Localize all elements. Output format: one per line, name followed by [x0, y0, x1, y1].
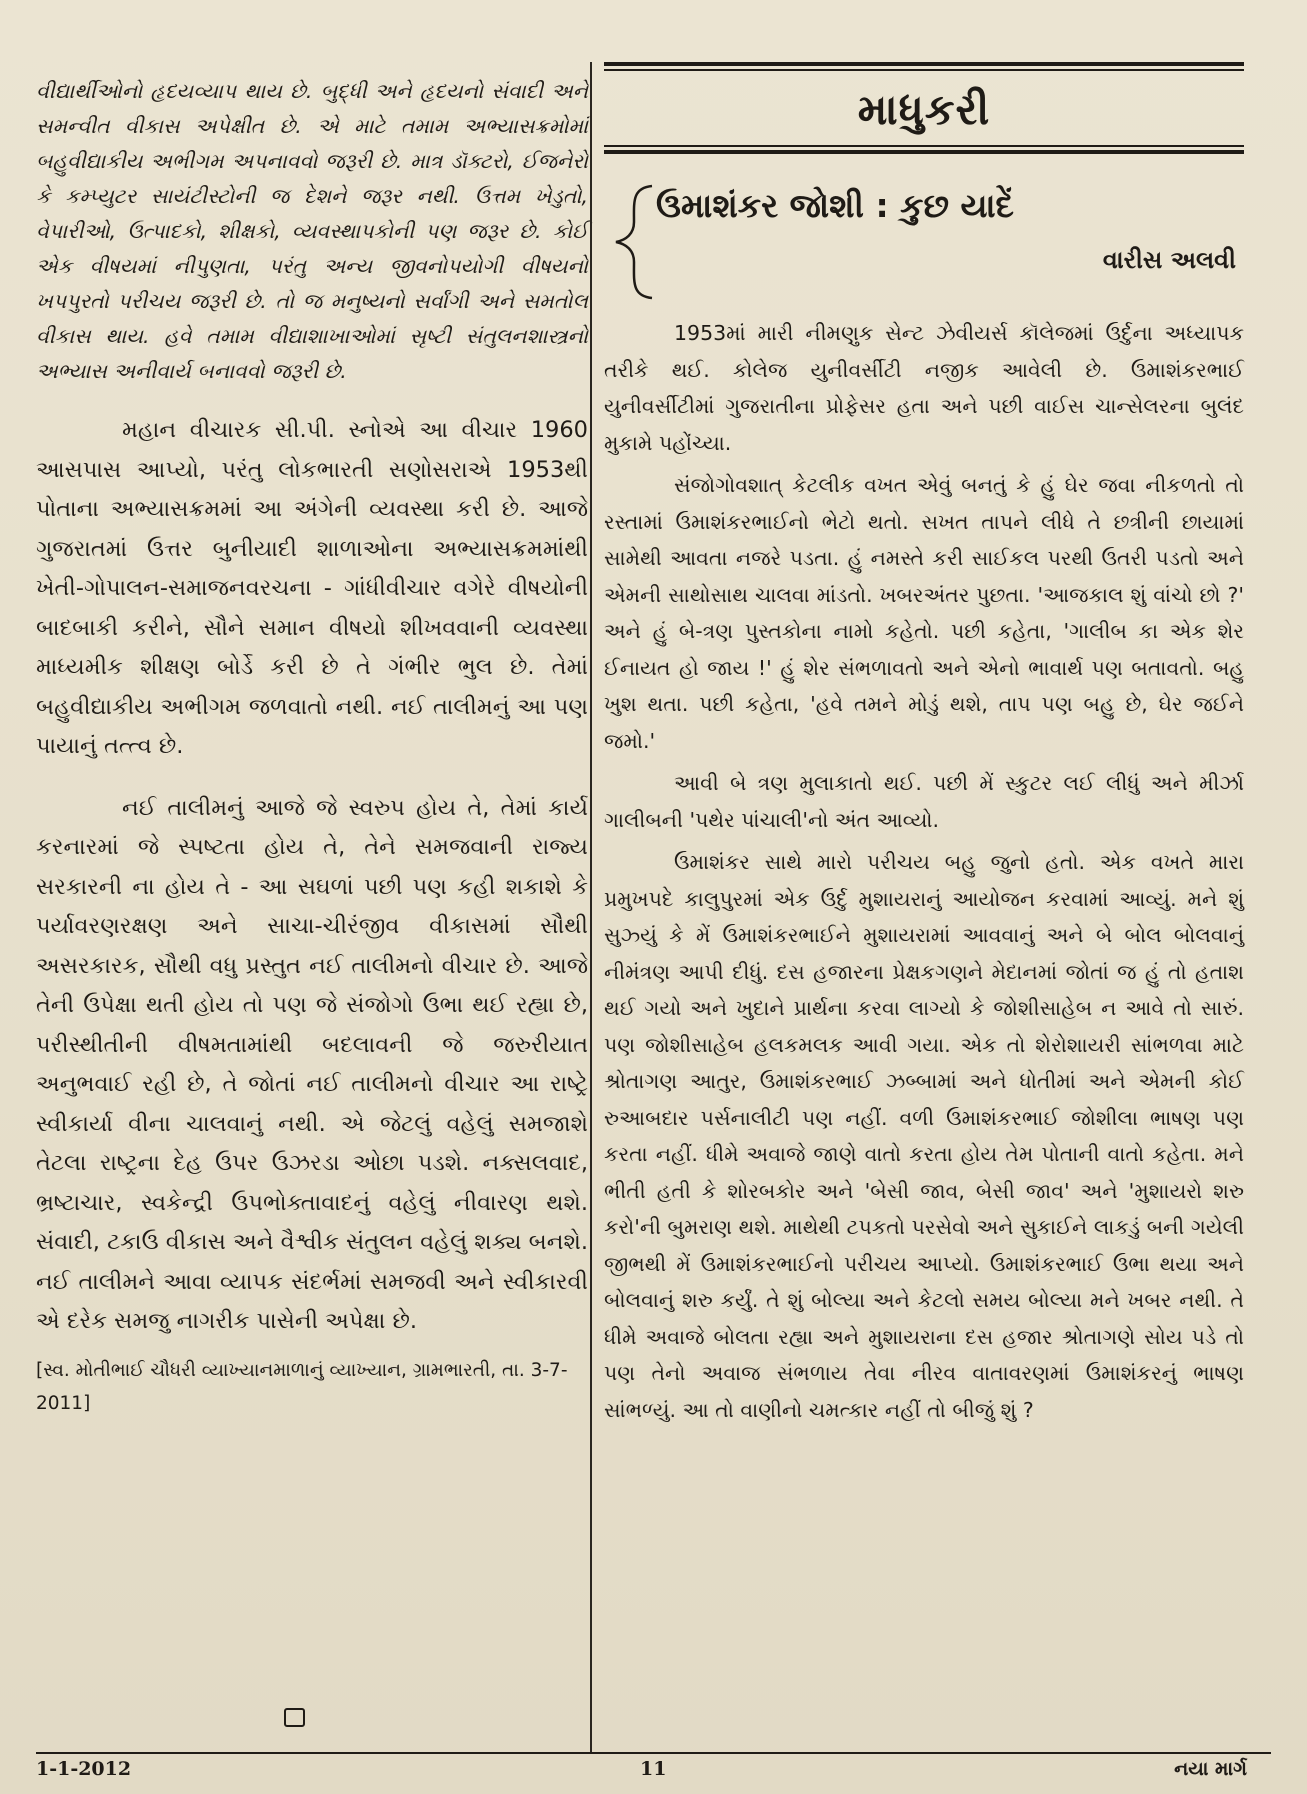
- magazine-name: નયા માર્ગ: [1174, 1758, 1247, 1780]
- article-paragraph-1: 1953માં મારી નીમણુક સેન્ટ ઝેવીયર્સ કૉલેજમાં ઉર્દુના અધ્યાપક તરીકે થઈ. કોલેજ યુનીવર્સીટી નજીક આવેલી છે. ઉમાશંકરભાઈ યુનીવર્સીટીમાં ગુજરાતીના પ્રોફેસર હતા અને પછી વાઈસ ચાન્સેલરના બુલંદ મુકામે પહોંચ્યા.: [604, 321, 1244, 455]
- page-number: 11: [640, 1758, 667, 1780]
- right-column: [604, 62, 1244, 1428]
- article-paragraph-3: આવી બે ત્રણ મુલાકાતો થઈ. પછી મેં સ્કુટર લઈ લીધું અને મીર્ઝા ગાલીબની 'પથેર પાંચાલી'નો અંત આવ્યો.: [604, 771, 1244, 832]
- left-column: [36, 70, 588, 1420]
- body-paragraph-2: નઈ તાલીમનું આજે જે સ્વરુપ હોય તે, તેમાં કાર્ય કરનારમાં જે સ્પષ્ટતા હોય તે, તેને સમજવાની રાજ્ય સરકારની ના હોય તે - આ સઘળાં પછી પણ કહી શકાશે કે પર્યાવરણરક્ષણ અને સાચા-ચીરંજીવ વીકાસમાં સૌથી અસરકારક, સૌથી વધુ પ્રસ્તુત નઈ તાલીમનો વીચાર છે. આજે તેની ઉપેક્ષા થતી હોય તો પણ જે સંજોગો ઉભા થઈ રહ્યા છે, પરીસ્થીતીની વીષમતામાંથી બદલાવની જે જરુરીયાત અનુભવાઈ રહી છે, તે જોતાં નઈ તાલીમનો વીચાર આ રાષ્ટ્રે સ્વીકાર્યા વીના ચાલવાનું નથી. એ જેટલું વહેલું સમજાશે તેટલા રાષ્ટ્રના દેહ ઉપર ઉઝરડા ઓછા પડશે. નક્સલવાદ, ભ્રષ્ટાચાર, સ્વકેન્દ્રી ઉપભોક્તાવાદનું વહેલું નીવારણ થશે. સંવાદી, ટકાઉ વીકાસ અને વૈશ્વીક સંતુલન વહેલું શક્ય બનશે. નઈ તાલીમને આવા વ્યાપક સંદર્ભમાં સમજવી અને સ્વીકારવી એ દરેક સમજુ નાગરીક પાસેની અપેક્ષા છે.: [36, 794, 589, 1334]
- column-divider: [590, 62, 592, 1752]
- curly-brace-icon: [612, 182, 656, 302]
- masthead-rule-bottom: [604, 150, 1244, 154]
- section-masthead: માધુકરી: [857, 85, 991, 134]
- article-header: [604, 180, 1244, 315]
- masthead-rule-top: [604, 62, 1244, 66]
- article-paragraph-2: સંજોગોવશાત્ કેટલીક વખત એવું બનતું કે હું ઘેર જવા નીકળતો તો રસ્તામાં ઉમાશંકરભાઈનો ભેટો થતો. સખત તાપને લીધે તે છત્રીની છાયામાં સામેથી આવતા નજરે પડતા. હું નમસ્તે કરી સાઈકલ પરથી ઉતરી પડતો અને એમની સાથોસાથ ચાલવા માંડતો. ખબરઅંતર પુછતા. 'આજકાલ શું વાંચો છો ?' અને હું બે-ત્રણ પુસ્તકોના નામો કહેતો. પછી કહેતા, 'ગાલીબ કા એક શેર ઈનાયત હો જાય !' હું શેર સંભળાવતો અને એનો ભાવાર્થ પણ બતાવતો. બહુ ખુશ થતા. પછી કહેતા, 'હવે તમને મોડું થશે, તાપ પણ બહુ છે, ઘેર જઈને જમો.': [604, 473, 1244, 753]
- article-paragraph-4: ઉમાશંકર સાથે મારો પરીચય બહુ જુનો હતો. એક વખતે મારા પ્રમુખપદે કાલુપુરમાં એક ઉર્દુ મુશાયરાનું આયોજન કરવામાં આવ્યું. મને શું સુઝ્યું કે મેં ઉમાશંકરભાઈને મુશાયરામાં આવવાનું અને બે બોલ બોલવાનું નીમંત્રણ આપી દીધું. દસ હજારના પ્રેક્ષકગણને મેદાનમાં જોતાં જ હું તો હતાશ થઈ ગયો અને ખુદાને પ્રાર્થના કરવા લાગ્યો કે જોશીસાહેબ ન આવે તો સારું. પણ જોશીસાહેબ હલકમલક આવી ગયા. એક તો શેરોશાયરી સાંભળવા માટે શ્રોતાગણ આતુર, ઉમાશંકરભાઈ ઝબ્બામાં અને ધોતીમાં અને એમની કોઈ રુઆબદાર પર્સનાલીટી પણ નહીં. વળી ઉમાશંકરભાઈ જોશીલા ભાષણ પણ કરતા નહીં. ધીમે અવાજે જાણે વાતો કરતા હોય તેમ પોતાની વાતો કહેતા. મને ભીતી હતી કે શોરબકોર અને 'બેસી જાવ, બેસી જાવ' અને 'મુશાયરો શરુ કરો'ની બુમરાણ થશે. માથેથી ટપકતો પરસેવો અને સુકાઈને લાકડું બની ગયેલી જીભથી મેં ઉમાશંકરભાઈનો પરીચય આપ્યો. ઉમાશંકરભાઈ ઉભા થયા અને બોલવાનું શરુ કર્યું. તે શું બોલ્યા અને કેટલો સમય બોલ્યા મને ખબર નથી. તે ધીમે અવાજે બોલતા રહ્યા અને મુશાયરાના દસ હજાર શ્રોતાગણે સોય પડે તો પણ તેનો અવાજ સંભળાય તેવા નીરવ વાતાવરણમાં ઉમાશંકરનું ભાષણ સાંભળ્યું. આ તો વાણીનો ચમત્કાર નહીં તો બીજું શું ?: [604, 850, 1244, 1422]
- footer-date: 1-1-2012: [36, 1758, 132, 1780]
- article-title: ઉમાશંકર જોશી : કુછ યાદેં: [656, 186, 1014, 225]
- footer-rule: [36, 1752, 1271, 1754]
- body-paragraph-1: મહાન વીચારક સી.પી. સ્નોએ આ વીચાર 1960 આસપાસ આપ્યો, પરંતુ લોકભારતી સણોસરાએ 1953થી પોતાના અભ્યાસક્રમમાં આ અંગેની વ્યવસ્થા કરી છે. આજે ગુજરાતમાં ઉત્તર બુનીયાદી શાળાઓના અભ્યાસક્રમમાંથી ખેતી-ગોપાલન-સમાજનવરચના - ગાંધીવીચાર વગેરે વીષયોની બાદબાકી કરીને, સૌને સમાન વીષયો શીખવવાની વ્યવસ્થા માધ્યમીક શીક્ષણ બોર્ડે કરી છે તે ગંભીર ભુલ છે. તેમાં બહુવીદ્યાકીય અભીગમ જળવાતો નથી. નઈ તાલીમનું આ પણ પાયાનું તત્ત્વ છે.: [36, 417, 588, 759]
- masthead-rule-bottom-thin: [604, 145, 1244, 147]
- end-of-article-icon: [284, 1708, 305, 1727]
- citation: [સ્વ. મોતીભાઈ ચૌધરી વ્યાખ્યાનમાળાનું વ્યાખ્યાન, ગ્રામભારતી, તા. 3-7-2011]: [36, 1359, 568, 1414]
- article-author: વારીસ અલવી: [1102, 246, 1236, 274]
- masthead-rule-top-thin: [604, 69, 1244, 71]
- intro-italic-paragraph: વીદ્યાર્થીઓનો હૃદયવ્યાપ થાય છે. બુદ્ધી અને હૃદયનો સંવાદી અને સમન્વીત વીકાસ અપેક્ષીત છે. એ માટે તમામ અભ્યાસક્રમોમાં બહુવીદ્યાકીય અભીગમ અપનાવવો જરૂરી છે. માત્ર ડૉક્ટરો, ઈજનેરો કે કમ્પ્યુટર સાયંટીસ્ટોની જ દેશને જરૂર નથી. ઉત્તમ ખેડુતો, વેપારીઓ, ઉત્પાદકો, શીક્ષકો, વ્યવસ્થાપકોની પણ જરૂર છે. કોઈ એક વીષયમાં નીપુણતા, પરંતુ અન્ય જીવનોપયોગી વીષયનો ખપપુરતો પરીચય જરૂરી છે. તો જ મનુષ્યનો સર્વાંગી અને સમતોલ વીકાસ થાય. હવે તમામ વીદ્યાશાખાઓમાં સૃષ્ટી સંતુલનશાસ્ત્રનો અભ્યાસ અનીવાર્ય બનાવવો જરૂરી છે.: [36, 79, 588, 383]
